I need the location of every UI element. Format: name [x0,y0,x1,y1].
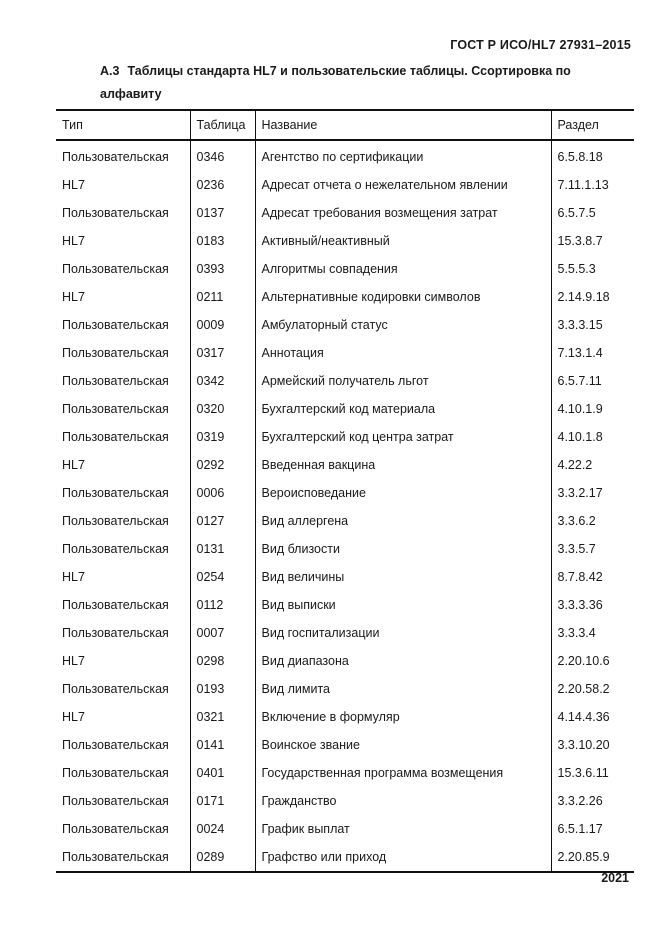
cell-section: 4.10.1.9 [551,395,634,423]
cell-table-code: 0346 [190,140,255,171]
cell-type: Пользовательская [62,430,169,444]
cell-table-code: 0127 [190,507,255,535]
cell-table-code: 0137 [190,199,255,227]
table-row [56,367,634,395]
cell-section: 4.14.4.36 [551,703,634,731]
cell-name: Агентство по сертификации [255,140,551,171]
cell-name: Бухгалтерский код центра затрат [255,423,551,451]
cell-section: 8.7.8.42 [551,563,634,591]
cell-type: Пользовательская [62,794,169,808]
column-header-name: Название [255,110,551,140]
cell-name: Вид диапазона [255,647,551,675]
table-row [56,843,634,872]
cell-type: Пользовательская [62,626,169,640]
cell-section: 3.3.2.26 [551,787,634,815]
cell-name: Алгоритмы совпадения [255,255,551,283]
cell-type: HL7 [62,234,85,248]
cell-section: 3.3.6.2 [551,507,634,535]
table-row [56,731,634,759]
cell-type: Пользовательская [62,150,169,164]
cell-section: 15.3.8.7 [551,227,634,255]
cell-type: Пользовательская [62,514,169,528]
cell-section: 4.22.2 [551,451,634,479]
cell-name: Включение в формуляр [255,703,551,731]
cell-name: Графство или приход [255,843,551,872]
cell-name: Гражданство [255,787,551,815]
cell-type: HL7 [62,710,85,724]
cell-table-code: 0289 [190,843,255,872]
section-number: А.3 [100,64,120,78]
table-row [56,507,634,535]
cell-table-code: 0393 [190,255,255,283]
cell-type: Пользовательская [62,822,169,836]
cell-section: 4.10.1.8 [551,423,634,451]
table-row [56,199,634,227]
cell-table-code: 0024 [190,815,255,843]
cell-name: Введенная вакцина [255,451,551,479]
cell-table-code: 0171 [190,787,255,815]
cell-name: Вид величины [255,563,551,591]
column-header-section: Раздел [551,110,634,140]
cell-type: Пользовательская [56,843,190,872]
cell-type: Пользовательская [62,542,169,556]
table-row [56,591,634,619]
cell-type: Пользовательская [62,374,169,388]
cell-name: Вероисповедание [255,479,551,507]
cell-section: 3.3.3.4 [551,619,634,647]
cell-type: Пользовательская [62,346,169,360]
cell-name: График выплат [255,815,551,843]
cell-name: Вид близости [255,535,551,563]
cell-section: 15.3.6.11 [551,759,634,787]
cell-table-code: 0006 [190,479,255,507]
cell-section: 3.3.3.36 [551,591,634,619]
cell-table-code: 0193 [190,675,255,703]
table-row [56,395,634,423]
cell-type: Пользовательская [62,486,169,500]
cell-section: 6.5.7.5 [551,199,634,227]
cell-name: Аннотация [255,339,551,367]
cell-table-code: 0236 [190,171,255,199]
cell-table-code: 0319 [190,423,255,451]
cell-type: Пользовательская [62,402,169,416]
table-row [56,563,634,591]
cell-type: Пользовательская [62,598,169,612]
cell-section: 6.5.7.11 [551,367,634,395]
cell-section: 2.20.58.2 [551,675,634,703]
cell-table-code: 0342 [190,367,255,395]
cell-type: Пользовательская [62,262,169,276]
table-row [56,451,634,479]
table-row [56,171,634,199]
page-number: 2021 [601,871,629,885]
cell-section: 3.3.5.7 [551,535,634,563]
cell-name: Государственная программа возмещения [255,759,551,787]
table-body [56,140,634,872]
cell-type: Пользовательская [62,206,169,220]
table-row [56,787,634,815]
cell-name: Активный/неактивный [255,227,551,255]
table-row [56,535,634,563]
cell-table-code: 0131 [190,535,255,563]
cell-table-code: 0007 [190,619,255,647]
cell-type: HL7 [62,570,85,584]
cell-name: Армейский получатель льгот [255,367,551,395]
cell-section: 2.14.9.18 [551,283,634,311]
cell-table-code: 0183 [190,227,255,255]
cell-table-code: 0254 [190,563,255,591]
cell-type: HL7 [62,178,85,192]
table-row [56,759,634,787]
cell-type: Пользовательская [62,738,169,752]
cell-type: Пользовательская [62,318,169,332]
column-header-table: Таблица [190,110,255,140]
table-row [56,423,634,451]
cell-type: Пользовательская [62,682,169,696]
table-row [56,339,634,367]
cell-type: Пользовательская [62,766,169,780]
cell-name: Воинское звание [255,731,551,759]
cell-section: 2.20.10.6 [551,647,634,675]
cell-type: HL7 [62,654,85,668]
cell-table-code: 0141 [190,731,255,759]
cell-section: 6.5.1.17 [551,815,634,843]
cell-table-code: 0112 [190,591,255,619]
table-row [56,311,634,339]
cell-table-code: 0292 [190,451,255,479]
table-row [56,675,634,703]
cell-table-code: 0009 [190,311,255,339]
table-row [56,703,634,731]
table-row [56,815,634,843]
table-row [56,227,634,255]
cell-section: 3.3.3.15 [551,311,634,339]
document-code: ГОСТ Р ИСО/HL7 27931–2015 [450,38,631,52]
cell-table-code: 0320 [190,395,255,423]
cell-table-code: 0298 [190,647,255,675]
table-row [56,140,634,171]
cell-name: Вид госпитализации [255,619,551,647]
cell-name: Адресат требования возмещения затрат [255,199,551,227]
cell-table-code: 0321 [190,703,255,731]
table-row [56,619,634,647]
cell-section: 3.3.10.20 [551,731,634,759]
cell-type: HL7 [62,458,85,472]
table-row [56,255,634,283]
table-row [56,283,634,311]
table-header-row [56,110,634,140]
cell-table-code: 0211 [190,283,255,311]
cell-section: 6.5.8.18 [551,140,634,171]
column-header-type: Тип [56,110,190,140]
cell-name: Адресат отчета о нежелательном явлении [255,171,551,199]
table-row [56,647,634,675]
cell-type: HL7 [62,290,85,304]
cell-name: Вид лимита [255,675,551,703]
cell-name: Вид выписки [255,591,551,619]
cell-section: 7.11.1.13 [551,171,634,199]
cell-table-code: 0317 [190,339,255,367]
tables-list [56,109,634,873]
cell-name: Бухгалтерский код материала [255,395,551,423]
cell-section: 2.20.85.9 [551,843,634,872]
cell-section: 3.3.2.17 [551,479,634,507]
cell-name: Альтернативные кодировки символов [255,283,551,311]
section-heading [100,60,620,106]
cell-section: 7.13.1.4 [551,339,634,367]
cell-name: Вид аллергена [255,507,551,535]
section-title: Таблицы стандарта HL7 и пользовательские таблицы. Ссортировка по алфавиту [100,64,571,101]
table-row [56,479,634,507]
cell-name: Амбулаторный статус [255,311,551,339]
cell-table-code: 0401 [190,759,255,787]
cell-section: 5.5.5.3 [551,255,634,283]
